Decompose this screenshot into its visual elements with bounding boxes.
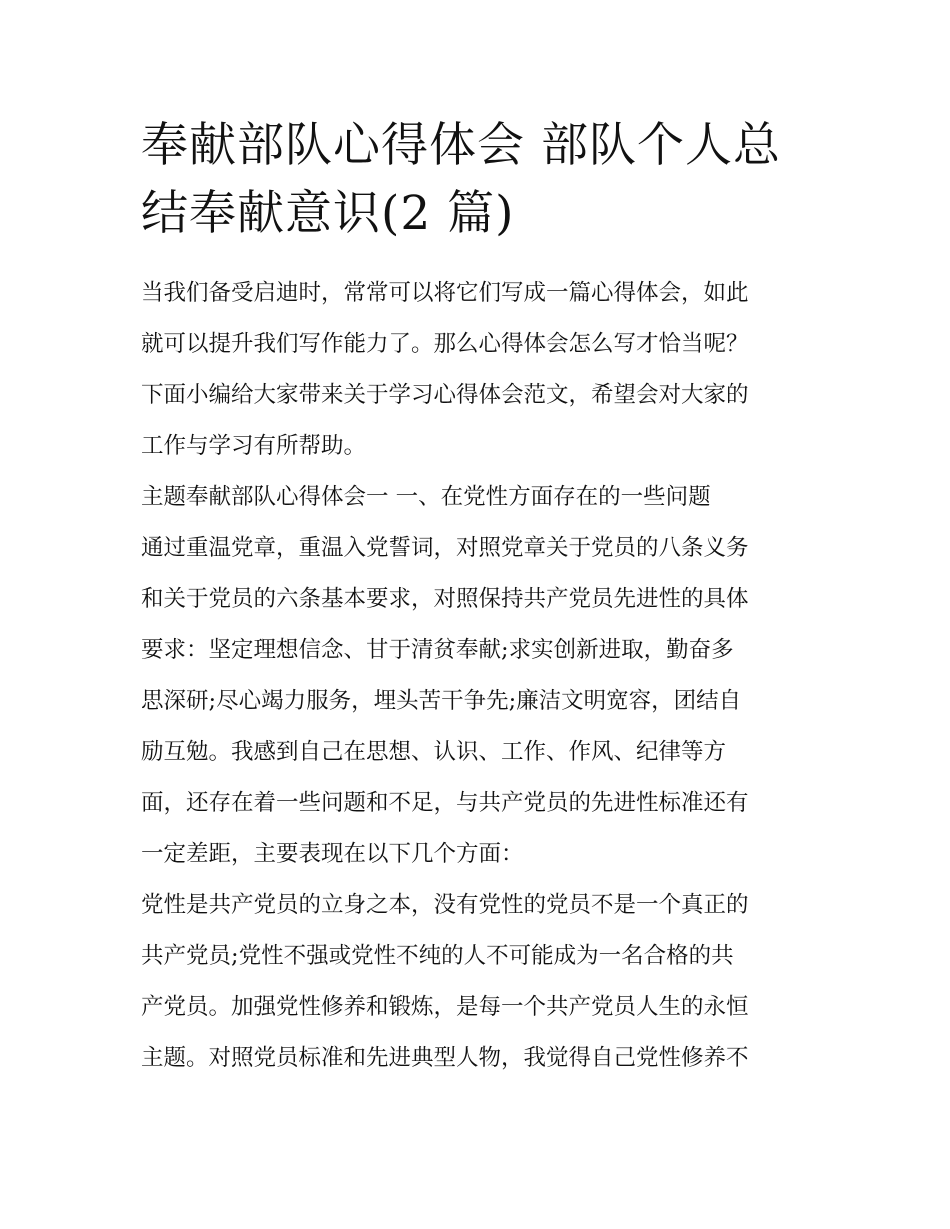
- body-line: 要求：坚定理想信念、甘于清贫奉献;求实创新进取，勤奋多: [141, 637, 734, 663]
- document-title: [141, 112, 821, 248]
- body-line: 就可以提升我们写作能力了。那么心得体会怎么写才恰当呢？: [141, 331, 749, 357]
- body-line: 和关于党员的六条基本要求，对照保持共产党员先进性的具体: [141, 586, 749, 612]
- body-line: 党性是共产党员的立身之本，没有党性的党员不是一个真正的: [141, 892, 749, 918]
- body-line: 主题奉献部队心得体会一 一、在党性方面存在的一些问题: [141, 484, 711, 510]
- title-line-2: 结奉献意识(2 篇): [141, 186, 515, 241]
- body-line: 励互勉。我感到自己在思想、认识、工作、作风、纪律等方: [141, 739, 727, 765]
- document-page: [141, 112, 821, 1084]
- title-line-1: 奉献部队心得体会 部队个人总: [141, 118, 781, 173]
- body-line: 主题。对照党员标准和先进典型人物，我觉得自己党性修养不: [141, 1045, 749, 1071]
- body-line: 当我们备受启迪时，常常可以将它们写成一篇心得体会，如此: [141, 280, 749, 306]
- body-line: 一定差距，主要表现在以下几个方面：: [141, 841, 524, 867]
- body-line: 共产党员;党性不强或党性不纯的人不可能成为一名合格的共: [141, 943, 734, 969]
- body-line: 工作与学习有所帮助。: [141, 433, 367, 459]
- body-line: 产党员。加强党性修养和锻炼，是每一个共产党员人生的永恒: [141, 994, 749, 1020]
- document-body: [141, 268, 821, 1084]
- body-line: 通过重温党章，重温入党誓词，对照党章关于党员的八条义务: [141, 535, 749, 561]
- body-line: 思深研;尽心竭力服务，埋头苦干争先;廉洁文明宽容，团结自: [141, 688, 742, 714]
- body-line: 下面小编给大家带来关于学习心得体会范文，希望会对大家的: [141, 382, 749, 408]
- body-line: 面，还存在着一些问题和不足，与共产党员的先进性标准还有: [141, 790, 749, 816]
